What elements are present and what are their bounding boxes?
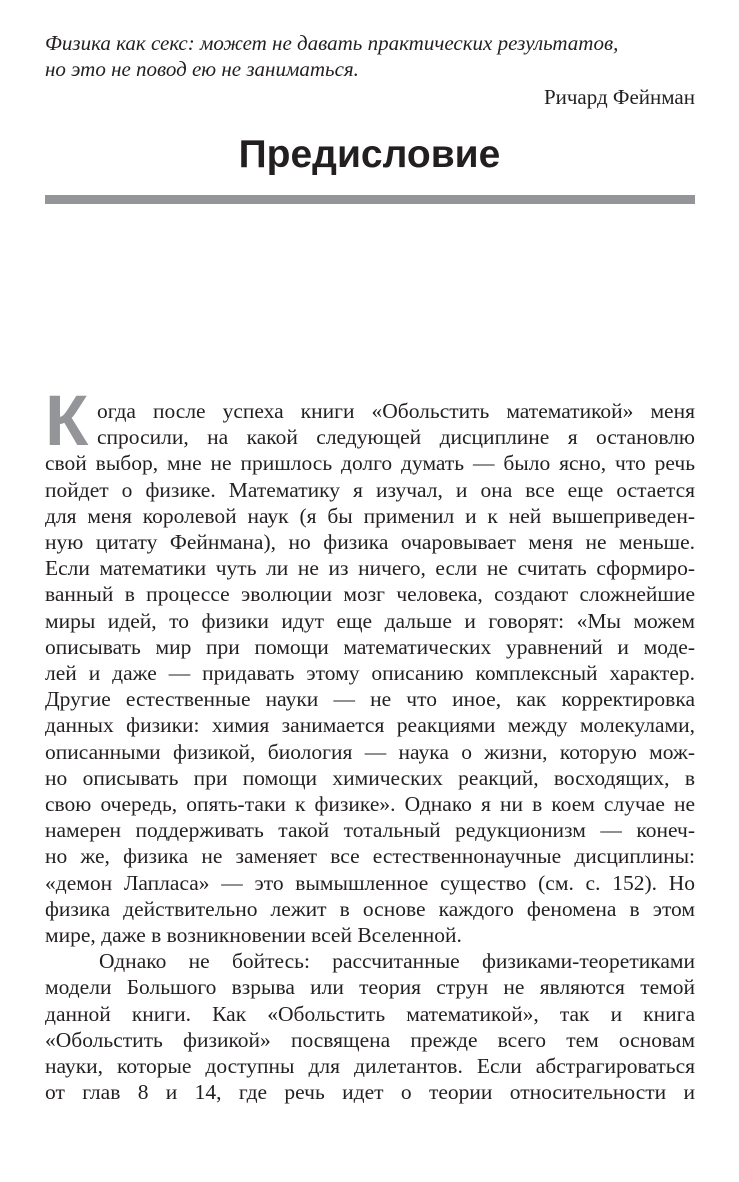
text-line: «Обольстить физикой» посвящена прежде всего тем основам bbox=[45, 1027, 695, 1052]
text-line: но же, физика не заменяет все естественнонаучные дисциплины: bbox=[45, 844, 695, 869]
epigraph bbox=[45, 30, 695, 110]
drop-cap: К bbox=[45, 382, 89, 461]
text-line: огда после успеха книги «Обольстить математикой» меня bbox=[97, 399, 695, 423]
text-line: миры идей, то физики идут еще дальше и говорят: «Мы можем bbox=[45, 608, 695, 633]
text-line: «демон Лапласа» — это вымышленное существо (см. с. 152). Но bbox=[45, 870, 695, 895]
text-line: намерен поддерживать такой тотальный редукционизм — конеч- bbox=[45, 818, 695, 843]
text-line: науки, которые доступны для дилетантов. Если абстрагироваться bbox=[45, 1054, 695, 1079]
text-line: Другие естественные науки — не что иное, как корректировка bbox=[45, 687, 695, 712]
text-line: данной книги. Как «Обольстить математикой», так и книга bbox=[45, 1001, 695, 1026]
text-line: пойдет о физике. Математику я изучал, и она все еще остается bbox=[45, 477, 695, 502]
chapter-title: Предисловие bbox=[238, 133, 501, 176]
epigraph-line: Физика как секс: может не давать практических результатов, bbox=[45, 31, 619, 55]
text-line: ную цитату Фейнмана), но физика очаровывает меня не меньше. bbox=[45, 530, 695, 555]
title-rule bbox=[45, 195, 695, 204]
body-text bbox=[45, 398, 695, 1105]
text-line: мире, даже в возникновении всей Вселенной. bbox=[45, 923, 462, 948]
text-line: Однако не бойтесь: рассчитанные физиками-теоретиками bbox=[99, 949, 695, 974]
text-line: модели Большого взрыва или теория струн не являются темой bbox=[45, 975, 695, 1000]
text-line: Если математики чуть ли не из ничего, если не считать сформиро- bbox=[45, 556, 695, 581]
paragraph-2 bbox=[45, 948, 695, 1105]
text-line: данных физики: химия занимается реакциями между молекулами, bbox=[45, 713, 695, 738]
text-line: для меня королевой наук (я бы применил и к ней вышеприведен- bbox=[45, 503, 695, 528]
epigraph-line: но это не повод ею не заниматься. bbox=[45, 57, 359, 81]
paragraph-1 bbox=[45, 398, 695, 948]
text-line: свою очередь, опять-таки к физике». Однако я ни в коем случае не bbox=[45, 792, 695, 817]
text-line: описанными физикой, биология — наука о жизни, которую мож- bbox=[45, 739, 695, 764]
text-line: спросили, на какой следующей дисциплине я остановлю bbox=[97, 425, 695, 450]
text-line: от глав 8 и 14, где речь идет о теории относительности и bbox=[45, 1080, 695, 1105]
text-line: описывать мир при помощи математических уравнений и моде- bbox=[45, 634, 695, 659]
epigraph-author: Ричард Фейнман bbox=[543, 85, 695, 109]
text-line: физика действительно лежит в основе каждого феномена в этом bbox=[45, 896, 695, 921]
text-line: свой выбор, мне не пришлось долго думать — было ясно, что речь bbox=[45, 451, 695, 476]
text-line: ванный в процессе эволюции мозг человека, создают сложнейшие bbox=[45, 582, 695, 607]
text-line: но описывать при помощи химических реакций, восходящих, в bbox=[45, 765, 695, 790]
text-line: лей и даже — придавать этому описанию комплексный характер. bbox=[45, 661, 695, 686]
